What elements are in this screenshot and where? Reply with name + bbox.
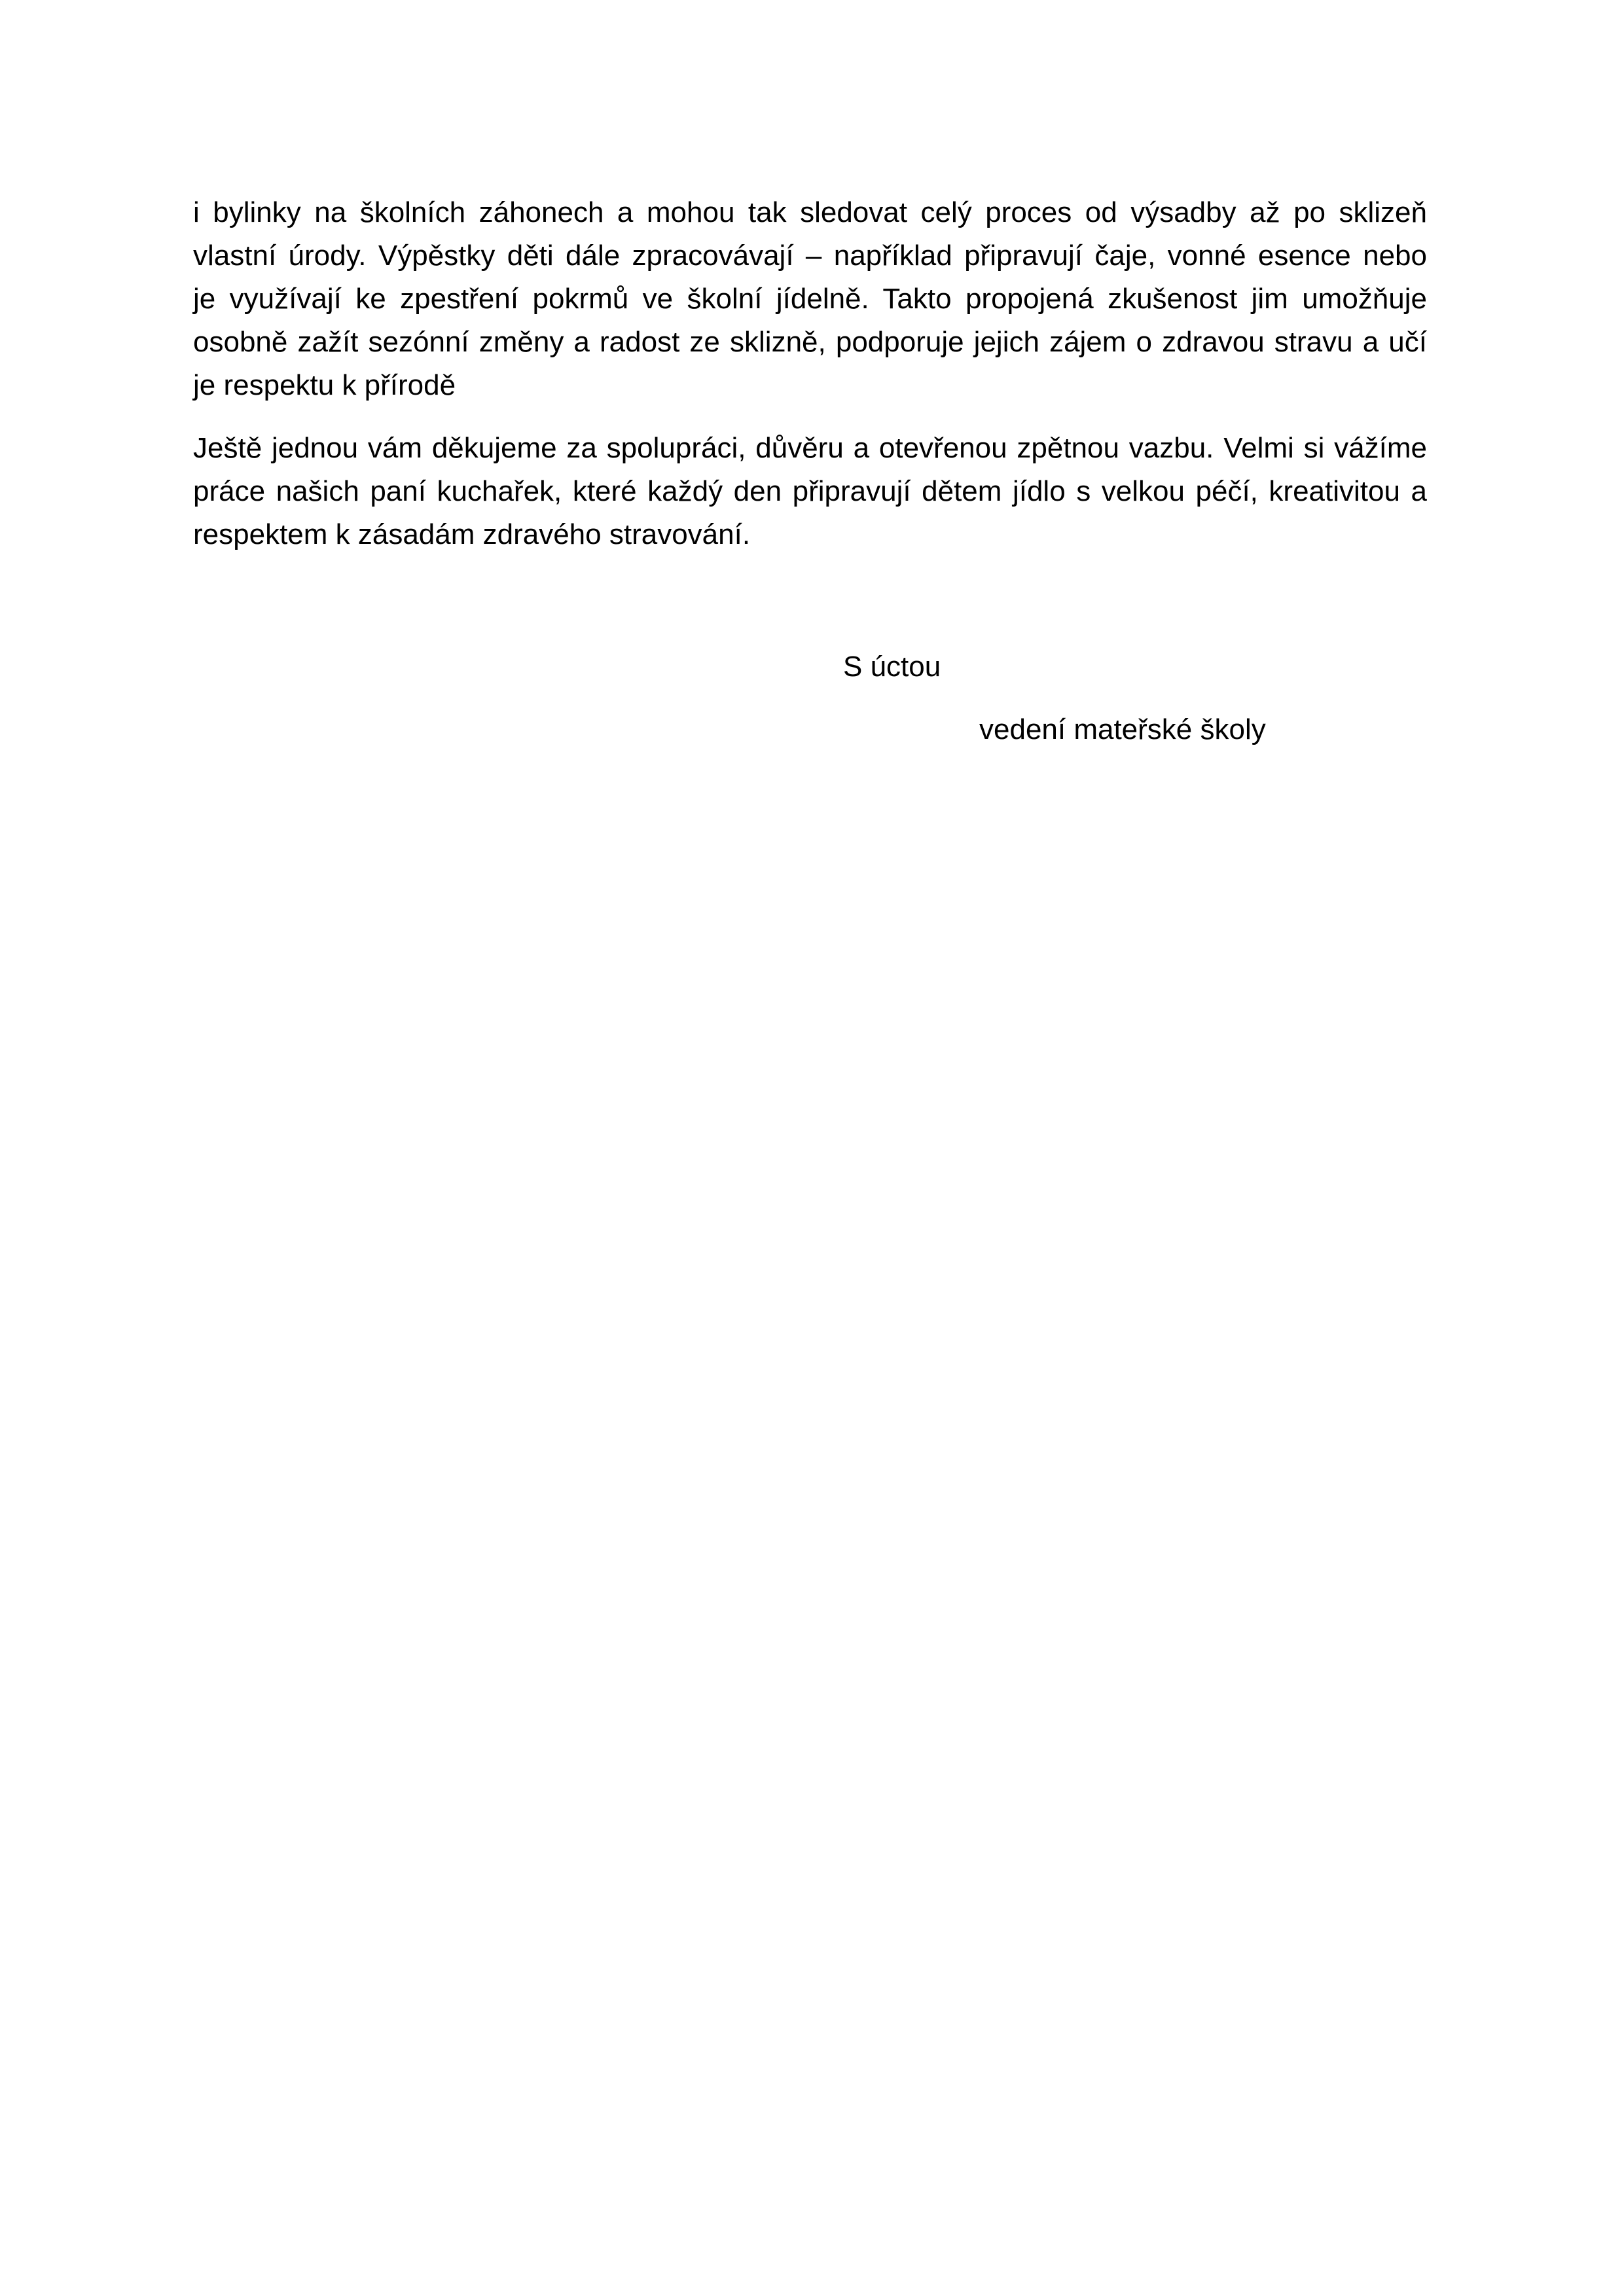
signature-line: vedení mateřské školy — [979, 713, 1266, 745]
paragraph-1 — [193, 191, 1427, 407]
closing-salutation: S úctou — [843, 651, 941, 683]
letter-body — [193, 191, 1427, 556]
text-line: Ještě jednou vám děkujeme za spolupráci, důvěru a otevřenou zpětnou vazbu. Velmi si vážíme — [193, 432, 1427, 464]
text-line: vlastní úrody. Výpěstky děti dále zpracovávají – například připravují čaje, vonné esence nebo — [193, 240, 1427, 272]
text-line: práce našich paní kuchařek, které každý den připravují dětem jídlo s velkou péčí, kreativitou a — [193, 475, 1427, 507]
text-line: i bylinky na školních záhonech a mohou tak sledovat celý proces od výsadby až po sklizeň — [193, 196, 1427, 228]
text-line: je využívají ke zpestření pokrmů ve školní jídelně. Takto propojená zkušenost jim umožňuje — [193, 283, 1427, 315]
paragraph-2 — [193, 427, 1427, 556]
text-line: je respektu k přírodě — [193, 369, 456, 401]
text-line: osobně zažít sezónní změny a radost ze sklizně, podporuje jejich zájem o zdravou stravu a učí — [193, 326, 1427, 358]
text-line: respektem k zásadám zdravého stravování. — [193, 518, 751, 550]
